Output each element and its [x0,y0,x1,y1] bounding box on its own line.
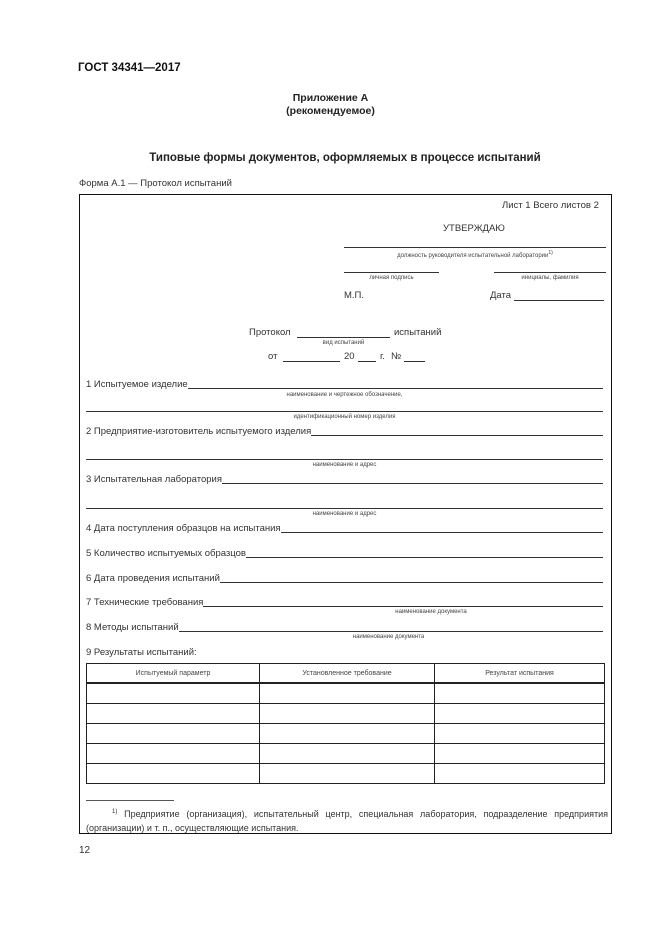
signature-line[interactable] [344,272,439,273]
sheet-info: Лист 1 Всего листов 2 [502,200,599,211]
table-row [87,704,605,724]
field-hint-2b: наименование и адрес [312,462,377,468]
field-hint-7: наименование документа [395,609,467,615]
main-title: Типовые формы документов, оформляемых в процессе испытаний [149,152,541,164]
cell-parameter[interactable] [87,683,260,704]
table-row [87,764,605,784]
document-code: ГОСТ 34341—2017 [78,62,181,74]
stamp-label: М.П. [344,290,365,301]
from-label: от [268,351,278,362]
footnote-text: Предприятие (организация), испытательный центр, специальная лаборатория, подразделение предприятия (организации) и т. п., осуществляющие испытания. [86,809,608,833]
field-hint-1b: идентификационный номер изделия [293,414,396,420]
cell-result[interactable] [435,683,605,704]
footnote-mark: 1) [112,809,118,815]
signature-hint: личная подпись [369,275,414,281]
field-label-6: 6 Дата проведения испытаний [86,573,220,584]
annex-title: Приложение А [292,92,369,104]
cell-parameter[interactable] [87,744,260,764]
field-line-3b[interactable] [86,508,603,509]
date-line[interactable] [514,300,604,301]
results-table [86,663,605,784]
position-line[interactable] [344,247,606,248]
number-label: № [391,351,402,362]
field-hint-3b: наименование и адрес [312,511,377,517]
field-label-4: 4 Дата поступления образцов на испытания [86,523,281,534]
test-type-hint: вид испытаний [322,340,365,346]
field-label-8: 8 Методы испытаний [86,622,179,633]
field-label-2: 2 Предприятие-изготовитель испытуемого изделия [86,426,312,437]
column-header-requirement: Установленное требование [260,664,435,684]
approve-label: УТВЕРЖДАЮ [443,223,505,234]
table-row [87,683,605,704]
field-line-2b[interactable] [86,459,603,460]
cell-requirement[interactable] [260,683,435,704]
cell-result[interactable] [435,764,605,784]
protocol-label: Протокол [249,327,291,338]
page-number: 12 [79,845,91,856]
field-label-3: 3 Испытательная лаборатория [86,474,222,485]
results-label: 9 Результаты испытаний: [86,647,197,658]
protocol-suffix: испытаний [394,327,442,338]
cell-result[interactable] [435,724,605,744]
date-label: Дата [490,290,512,301]
initials-hint: инициалы, фамилия [521,275,579,281]
footnote-rule [86,800,174,801]
date-from-line[interactable] [283,361,340,362]
field-label-5: 5 Количество испытуемых образцов [86,548,246,559]
field-label-1: 1 Испытуемое изделие [86,379,188,390]
column-header-parameter: Испытуемый параметр [87,664,260,684]
year-prefix: 20 [344,351,355,362]
footnote [86,805,608,835]
field-hint-1: наименование и чертежное обозначение, [286,392,403,398]
number-line[interactable] [404,361,425,362]
cell-result[interactable] [435,744,605,764]
test-type-line[interactable] [297,337,390,338]
form-caption: Форма А.1 — Протокол испытаний [79,178,232,189]
cell-parameter[interactable] [87,764,260,784]
position-hint: должность руководителя испытательной лаборатории$^{1)}$ [397,250,553,259]
column-header-result: Результат испытания [435,664,605,684]
table-header-row [87,664,605,684]
cell-requirement[interactable] [260,724,435,744]
year-suffix: г. [380,351,385,362]
year-line[interactable] [358,361,376,362]
cell-result[interactable] [435,704,605,724]
cell-requirement[interactable] [260,764,435,784]
cell-requirement[interactable] [260,704,435,724]
cell-parameter[interactable] [87,704,260,724]
field-hint-8: наименование документа [352,634,425,640]
cell-requirement[interactable] [260,744,435,764]
table-row [87,744,605,764]
field-label-7: 7 Технические требования [86,597,204,608]
annex-status: (рекомендуемое) [286,105,375,117]
field-line-1b[interactable] [86,411,603,412]
cell-parameter[interactable] [87,724,260,744]
initials-line[interactable] [494,272,606,273]
table-row [87,724,605,744]
